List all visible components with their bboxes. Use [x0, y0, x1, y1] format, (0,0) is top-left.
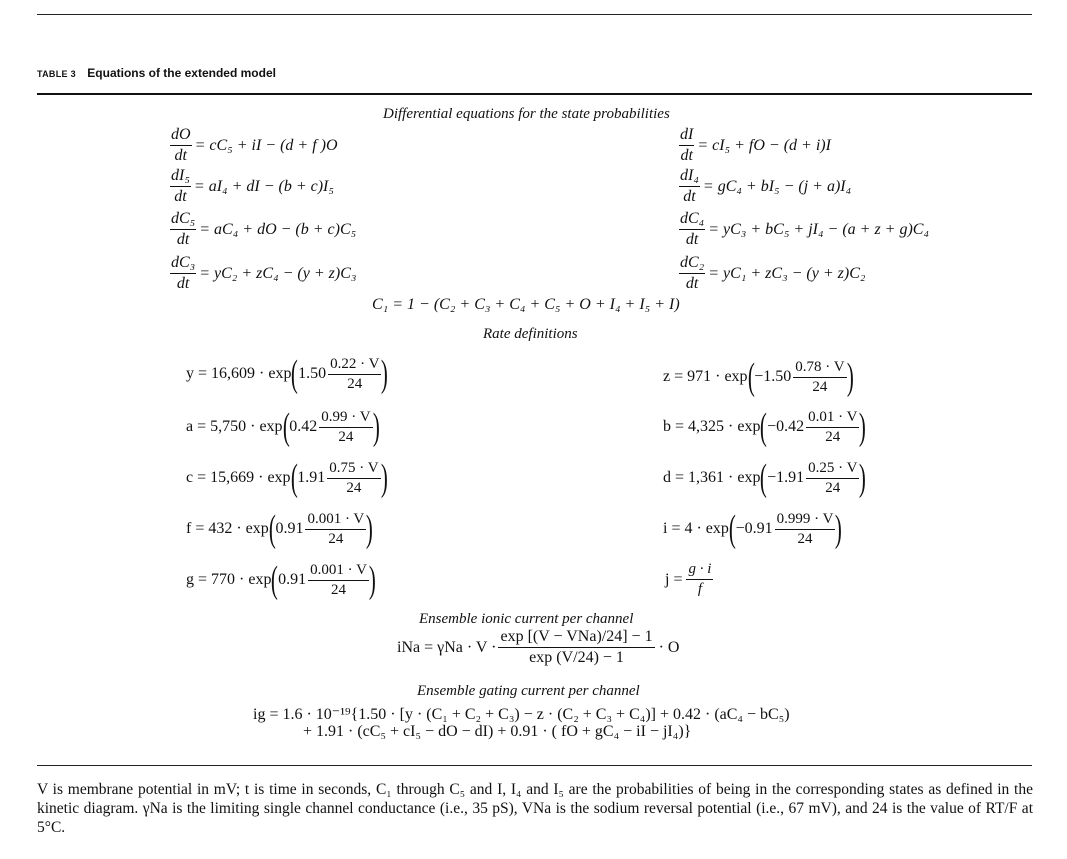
diff-eq-dC3	[170, 255, 356, 292]
equation-rhs: = aC₄ + dO − (b + c)C₅	[199, 220, 357, 238]
rate-y: y = 16,609 · exp ( 1.50 $\frac{0.22 \cdot V}{24}$ )	[186, 353, 389, 395]
diff-eq-dI5	[170, 168, 334, 205]
gating-current-line1: ig = 1.6 · 10⁻¹⁹{1.50 · [y · (C₁ + C₂ + C₃) − z · (C₂ + C₃ + C₄)] + 0.42 · (aC₄ − bC₅)	[253, 706, 790, 723]
equation-rhs: = gC₄ + bI₅ − (j + a)I₄	[702, 177, 852, 195]
derivative-fraction: $\frac{\text{dI₅}}{dt}$	[171, 167, 190, 205]
table-caption	[37, 66, 276, 80]
diff-eq-dO	[170, 127, 338, 164]
rate-i: i = 4 · exp ( −0.91 $\frac{0.999 \cdot V}{24}$ )	[663, 508, 843, 550]
equation-rhs: = aI₄ + dI − (b + c)I₅	[193, 177, 334, 195]
equation-rhs: = cI₅ + fO − (d + i)I	[697, 136, 831, 154]
table-title: Equations of the extended model	[87, 66, 276, 80]
ionic-current-eq: iNa = γNa · V · $\frac{\text{exp [(V − VNa)/24] − 1}}{\exp (V/24) - 1}$ · O	[397, 628, 680, 666]
table-footnote: V is membrane potential in mV; t is time in seconds, C₁ through C₅ and I, I₄ and I₅ are the probabilities of being in the corresponding states as defined in the kinetic diagram. γNa is the limiting single channel conductance (i.e., 35 pS), VNa is the sodium reversal potential (i.e., 67 mV), and 24 is the value of RT/F at 5°C.	[37, 781, 1033, 836]
equation-rhs: = yC₃ + bC₅ + jI₄ − (a + z + g)C₄	[708, 220, 930, 238]
section-differential: Differential equations for the state probabilities	[383, 106, 670, 122]
rate-j: j = $\frac{g \cdot i}{f}$	[665, 561, 712, 597]
diff-eq-dC2	[679, 255, 865, 292]
section-ionic: Ensemble ionic current per channel	[419, 611, 634, 627]
derivative-fraction: $\frac{dO}{dt}$	[171, 126, 191, 164]
derivative-fraction: $\frac{\text{dC₃}}{dt}$	[171, 254, 196, 292]
rate-a: a = 5,750 · exp ( 0.42 $\frac{0.99 \cdot V}{24}$ )	[186, 406, 380, 448]
rate-z: z = 971 · exp ( −1.50 $\frac{0.78 \cdot V}{24}$ )	[663, 356, 854, 398]
rate-d: d = 1,361 · exp ( −1.91 $\frac{0.25 \cdot V}{24}$ )	[663, 457, 867, 499]
diff-eq-dC5	[170, 211, 356, 248]
equation-rhs: = yC₁ + zC₃ − (y + z)C₂	[708, 264, 866, 282]
table-label: TABLE 3	[37, 69, 76, 79]
diff-eq-dI	[679, 127, 831, 164]
section-rates: Rate definitions	[483, 326, 578, 342]
rate-g: g = 770 · exp ( 0.91 $\frac{0.001 \cdot V}{24}$ )	[186, 559, 376, 601]
gating-current-line2: + 1.91 · (cC₅ + cI₅ − dO − dI) + 0.91 · ( fO + gC₄ − iI − jI₄)}	[303, 723, 692, 740]
header-rule	[37, 93, 1032, 95]
footer-rule	[37, 765, 1032, 766]
rate-c: c = 15,669 · exp ( 1.91 $\frac{0.75 \cdot V}{24}$ )	[186, 457, 388, 499]
derivative-fraction: $\frac{\text{dI₄}}{dt}$	[680, 167, 699, 205]
diff-eq-dC4	[679, 211, 929, 248]
rate-b: b = 4,325 · exp ( −0.42 $\frac{0.01 \cdot V}{24}$ )	[663, 406, 867, 448]
top-rule	[37, 14, 1032, 15]
rate-f: f = 432 · exp ( 0.91 $\frac{0.001 \cdot V}{24}$ )	[186, 508, 374, 550]
equation-rhs: = cC₅ + iI − (d + f )O	[194, 136, 338, 154]
derivative-fraction: $\frac{dI}{dt}$	[680, 126, 694, 164]
derivative-fraction: $\frac{\text{dC₄}}{dt}$	[680, 210, 705, 248]
c1-equation: C₁ = 1 − (C₂ + C₃ + C₄ + C₅ + O + I₄ + I₅ + I)	[372, 296, 680, 313]
derivative-fraction: $\frac{\text{dC₂}}{dt}$	[680, 254, 705, 292]
diff-eq-dI4	[679, 168, 851, 205]
section-gating: Ensemble gating current per channel	[417, 683, 640, 699]
equation-rhs: = yC₂ + zC₄ − (y + z)C₃	[199, 264, 357, 282]
derivative-fraction: $\frac{\text{dC₅}}{dt}$	[171, 210, 196, 248]
